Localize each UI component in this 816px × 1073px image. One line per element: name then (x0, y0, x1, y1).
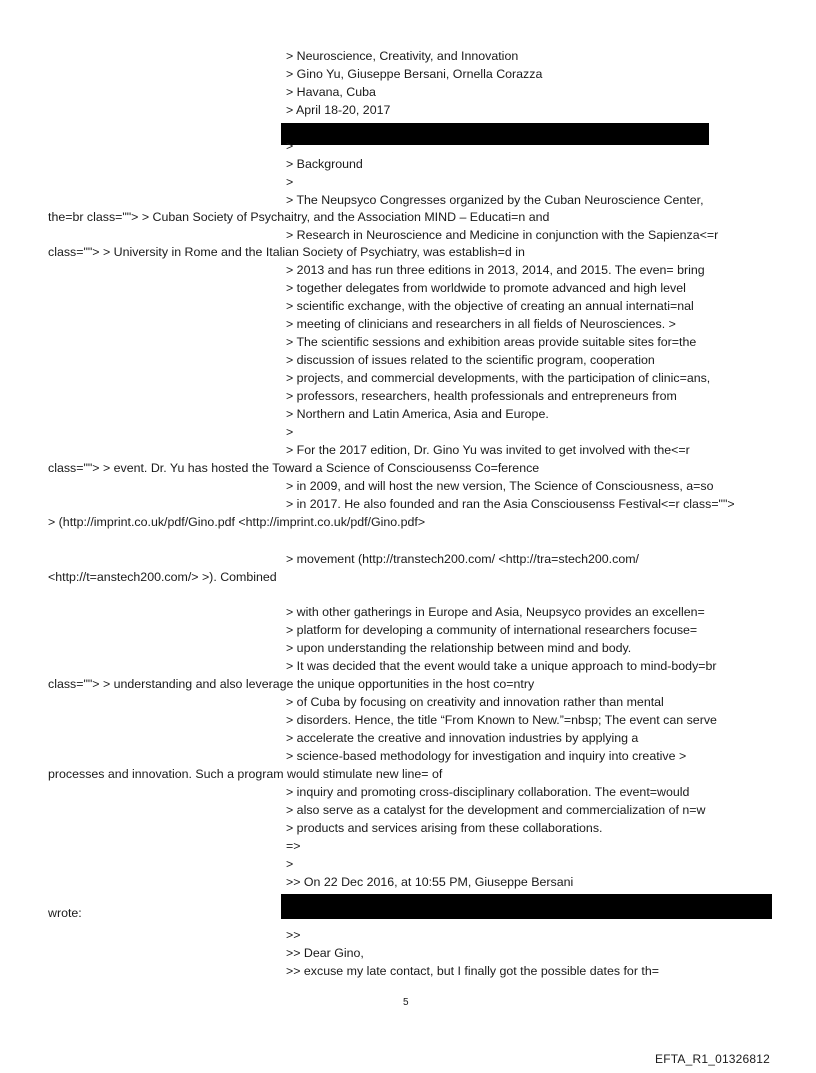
text-line: class=""> > understanding and also leverage the unique opportunities in the host co=ntry (48, 677, 535, 691)
bates-number: EFTA_R1_01326812 (655, 1052, 771, 1066)
text-line: > accelerate the creative and innovation industries by applying a (286, 731, 639, 745)
text-line: > Neuroscience, Creativity, and Innovation (286, 49, 519, 63)
text-line: <http://t=anstech200.com/> >). Combined (48, 570, 277, 584)
text-line: > (http://imprint.co.uk/pdf/Gino.pdf <http://imprint.co.uk/pdf/Gino.pdf> (48, 515, 426, 529)
text-line: > (286, 857, 294, 871)
text-line: => (286, 839, 301, 853)
text-line: > It was decided that the event would take a unique approach to mind-body=br (286, 659, 717, 673)
text-line: > meeting of clinicians and researchers in all fields of Neurosciences. > (286, 317, 676, 331)
text-line: > (286, 175, 294, 189)
text-line: > movement (http://transtech200.com/ <http://tra=stech200.com/ (286, 552, 639, 566)
text-line: > For the 2017 edition, Dr. Gino Yu was invited to get involved with the<=r (286, 443, 690, 457)
text-line: > inquiry and promoting cross-disciplinary collaboration. The event=would (286, 785, 690, 799)
text-line: > (286, 425, 294, 439)
text-line: > disorders. Hence, the title “From Known to New.”=nbsp; The event can serve (286, 713, 717, 727)
page-number: 5 (403, 997, 409, 1008)
text-line: > discussion of issues related to the scientific program, cooperation (286, 353, 655, 367)
text-line: > professors, researchers, health professionals and entrepreneurs from (286, 389, 677, 403)
text-line: class=""> > event. Dr. Yu has hosted the Toward a Science of Consciousenss Co=ference (48, 461, 540, 475)
text-line: > Background (286, 157, 363, 171)
text-line: > (286, 139, 294, 153)
text-line: >> excuse my late contact, but I finally got the possible dates for th= (286, 964, 659, 978)
text-line: > of Cuba by focusing on creativity and innovation rather than mental (286, 695, 664, 709)
redaction-bar (281, 123, 709, 145)
text-line: > science-based methodology for investigation and inquiry into creative > (286, 749, 687, 763)
text-line: > in 2009, and will host the new version, The Science of Consciousness, a=so (286, 479, 714, 493)
text-line: the=br class=""> > Cuban Society of Psychaitry, and the Association MIND – Educati=n and (48, 210, 550, 224)
text-line: > in 2017. He also founded and ran the Asia Consciousenss Festival<=r class=""> (286, 497, 735, 511)
text-line: >> Dear Gino, (286, 946, 364, 960)
text-line: >> (286, 928, 301, 942)
text-line: wrote: (48, 906, 82, 920)
text-line: >> On 22 Dec 2016, at 10:55 PM, Giuseppe Bersani (286, 875, 574, 889)
redaction-bar (281, 894, 772, 919)
text-line: > 2013 and has run three editions in 2013, 2014, and 2015. The even= bring (286, 263, 705, 277)
text-line: > The scientific sessions and exhibition areas provide suitable sites for=the (286, 335, 697, 349)
text-line: > with other gatherings in Europe and Asia, Neupsyco provides an excellen= (286, 605, 705, 619)
text-line: > April 18-20, 2017 (286, 103, 391, 117)
text-line: > platform for developing a community of international researchers focuse= (286, 623, 698, 637)
text-line: > also serve as a catalyst for the development and commercialization of n=w (286, 803, 706, 817)
text-line: > Research in Neuroscience and Medicine in conjunction with the Sapienza<=r (286, 228, 719, 242)
text-line: > The Neupsyco Congresses organized by the Cuban Neuroscience Center, (286, 193, 704, 207)
text-line: > upon understanding the relationship between mind and body. (286, 641, 632, 655)
text-line: processes and innovation. Such a program would stimulate new line= of (48, 767, 443, 781)
text-line: > Havana, Cuba (286, 85, 376, 99)
text-line: > scientific exchange, with the objective of creating an annual internati=nal (286, 299, 694, 313)
text-line: class=""> > University in Rome and the Italian Society of Psychiatry, was establish=d in (48, 245, 525, 259)
text-line: > projects, and commercial developments, with the participation of clinic=ans, (286, 371, 711, 385)
text-line: > Northern and Latin America, Asia and Europe. (286, 407, 549, 421)
text-line: > products and services arising from these collaborations. (286, 821, 603, 835)
text-line: > together delegates from worldwide to promote advanced and high level (286, 281, 686, 295)
text-line: > Gino Yu, Giuseppe Bersani, Ornella Corazza (286, 67, 543, 81)
